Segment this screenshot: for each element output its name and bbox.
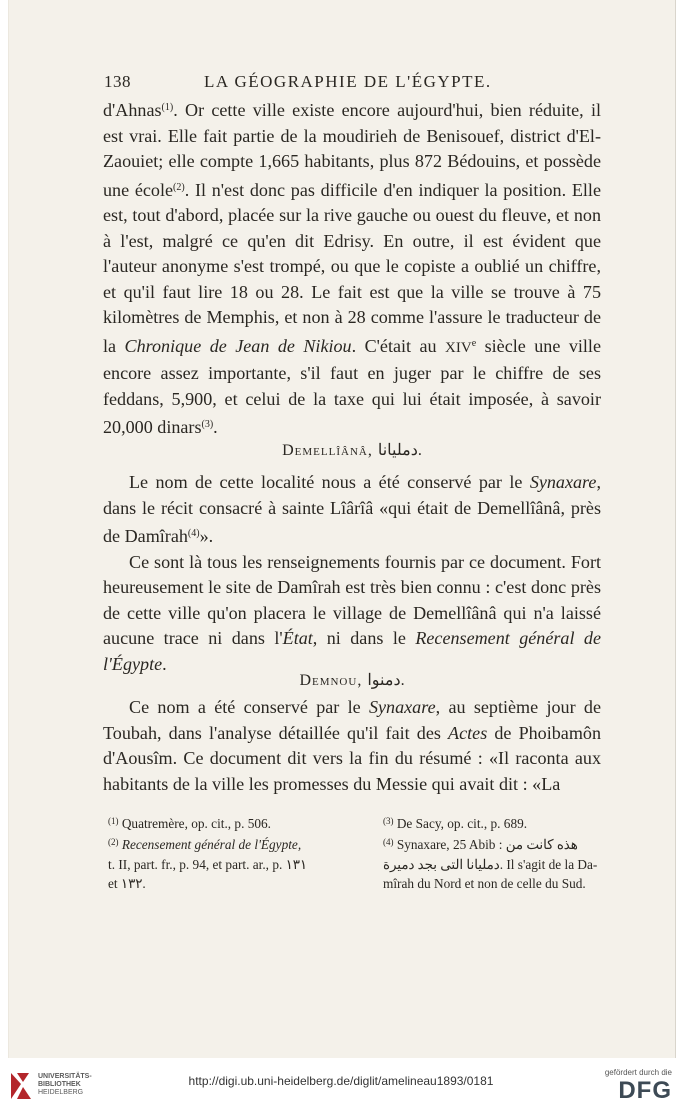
footnote-ref-4[interactable]: (4) — [187, 528, 200, 539]
text-span: Ce sont là tous les renseignements fournis par ce document. Fort heureusement le site de Damîrah est très bien connu : c'est donc près de cette ville qu'on placera le village de Demellîânâ qui n'a laissé aucune trace ni dans l' — [103, 551, 601, 648]
footnote-mark: (1) — [108, 816, 119, 826]
paragraph-ahnas — [103, 95, 601, 441]
funding-note: gefördert durch die — [604, 1068, 672, 1077]
century-numeral: XIV — [445, 339, 472, 356]
viewer-footer — [0, 1062, 682, 1110]
section-heading-demnou: Demnou, دمنوا. — [299, 672, 405, 689]
footnote-2 — [108, 833, 348, 854]
page-number: 138 — [104, 72, 131, 91]
footnote-1 — [108, 812, 348, 833]
footnote-ref-3[interactable]: (3) — [201, 419, 214, 430]
library-name-line: HEIDELBERG — [38, 1089, 84, 1096]
text-span: Le nom de cette localité nous a été conservé par le — [129, 472, 530, 492]
footnote-3 — [383, 812, 603, 833]
footnotes-left — [108, 812, 348, 893]
text-span: , ni dans le — [312, 628, 416, 648]
section-heading-demelliana: Demellîânâ, دمليانا. — [282, 442, 422, 459]
italic-title: Chronique de Jean de Nikiou — [124, 335, 352, 356]
text-span: . C'était au — [351, 335, 446, 356]
text-span: Ce nom a été conservé par le — [129, 697, 369, 717]
library-name-line: UNIVERSITÄTS- — [38, 1073, 92, 1080]
library-name-line: BIBLIOTHEK — [38, 1081, 81, 1088]
italic-title: Actes — [448, 722, 488, 743]
footnote-text: Synaxare, 25 Abib : هذه كانت من — [396, 837, 578, 853]
paragraph-demnou — [103, 695, 601, 797]
italic-title: Synaxare — [529, 472, 597, 492]
text-span: d'Ahnas — [103, 100, 162, 120]
footnote-mark: (4) — [383, 837, 394, 848]
footnote-ref-1[interactable]: (1) — [161, 102, 174, 113]
footnotes-right — [383, 812, 603, 893]
footnote-4 — [383, 833, 603, 854]
italic-title: Synaxare — [368, 697, 436, 717]
italic-title: État — [282, 628, 313, 648]
footnote-mark: (3) — [383, 816, 394, 826]
footnote-text: Recensement général de l'Égypte, — [121, 837, 302, 853]
permalink-url[interactable]: http://digi.ub.uni-heidelberg.de/diglit/amelineau1893/0181 — [188, 1074, 494, 1088]
text-span: , dans le récit consacré à sainte Lîârîâ «qui était de Demellîânâ, près de Damîrah — [103, 472, 601, 546]
text-span: . Or cette ville existe encore aujourd'hui, bien réduite, il est vrai. Elle fait partie de la moudirieh de Benisouef, district d'El-Zaouiet; elle compte 1,665 habitants, plus 872 Bédouins, et possède une école — [103, 100, 601, 200]
dfg-logo[interactable]: DFG — [618, 1077, 672, 1104]
text-span: . — [213, 417, 218, 437]
footnote-text: De Sacy, op. cit., p. 689. — [396, 816, 528, 831]
paragraph-demelliana — [103, 470, 601, 677]
footnote-text: t. II, part. fr., p. 94, et part. ar., p. ١٣١ — [108, 856, 308, 872]
century-suffix: e — [471, 337, 477, 349]
text-span: de Phoibamôn d'Aousîm. Ce document dit vers la fin du résumé : «Il raconta aux habitants de la ville les promesses du Messie qui avait dit : «La — [103, 722, 601, 794]
footnote-text: mîrah du Nord et non de celle du Sud. — [383, 875, 586, 891]
text-span: . Il n'est donc pas difficile d'en indiquer la position. Elle est, tout d'abord, placée sur la rive gauche ou ouest du fleuve, et non à l'est, malgré ce qu'en dit Edrisy. En outre, il est évident que l'auteur anonyme s'est trompé, ou que le copiste a oublié un chiffre, et qu'il faut lire 18 ou 28. Le fait est que la ville se trouve à 75 kilomètres de Memphis, et non à 28 comme l'assure le traducteur de la — [103, 179, 601, 356]
text-span: , au septième jour de Toubah, dans l'analyse détaillée qu'il fait des — [103, 697, 601, 743]
footnote-text: Quatremère, op. cit., p. 506. — [121, 816, 272, 831]
footnote-text: et ١٣٢. — [108, 875, 146, 891]
footnote-text: دمليانا التى بجد دميرة. Il s'agit de la Da- — [383, 856, 598, 872]
text-span: siècle une ville encore assez importante, s'il faut en juger par le chiffre de ses feddans, 5,900, et celui de la taxe qui lui était imposée, à savoir 20,000 dinars — [103, 335, 601, 437]
footnote-ref-2[interactable]: (2) — [173, 181, 185, 193]
italic-title: Recensement général de l'Égypte — [103, 628, 601, 674]
footnote-mark: (2) — [108, 837, 119, 848]
running-title: LA GÉOGRAPHIE DE L'ÉGYPTE. — [204, 72, 492, 91]
text-span: . — [162, 653, 167, 674]
text-span: ». — [199, 526, 214, 546]
